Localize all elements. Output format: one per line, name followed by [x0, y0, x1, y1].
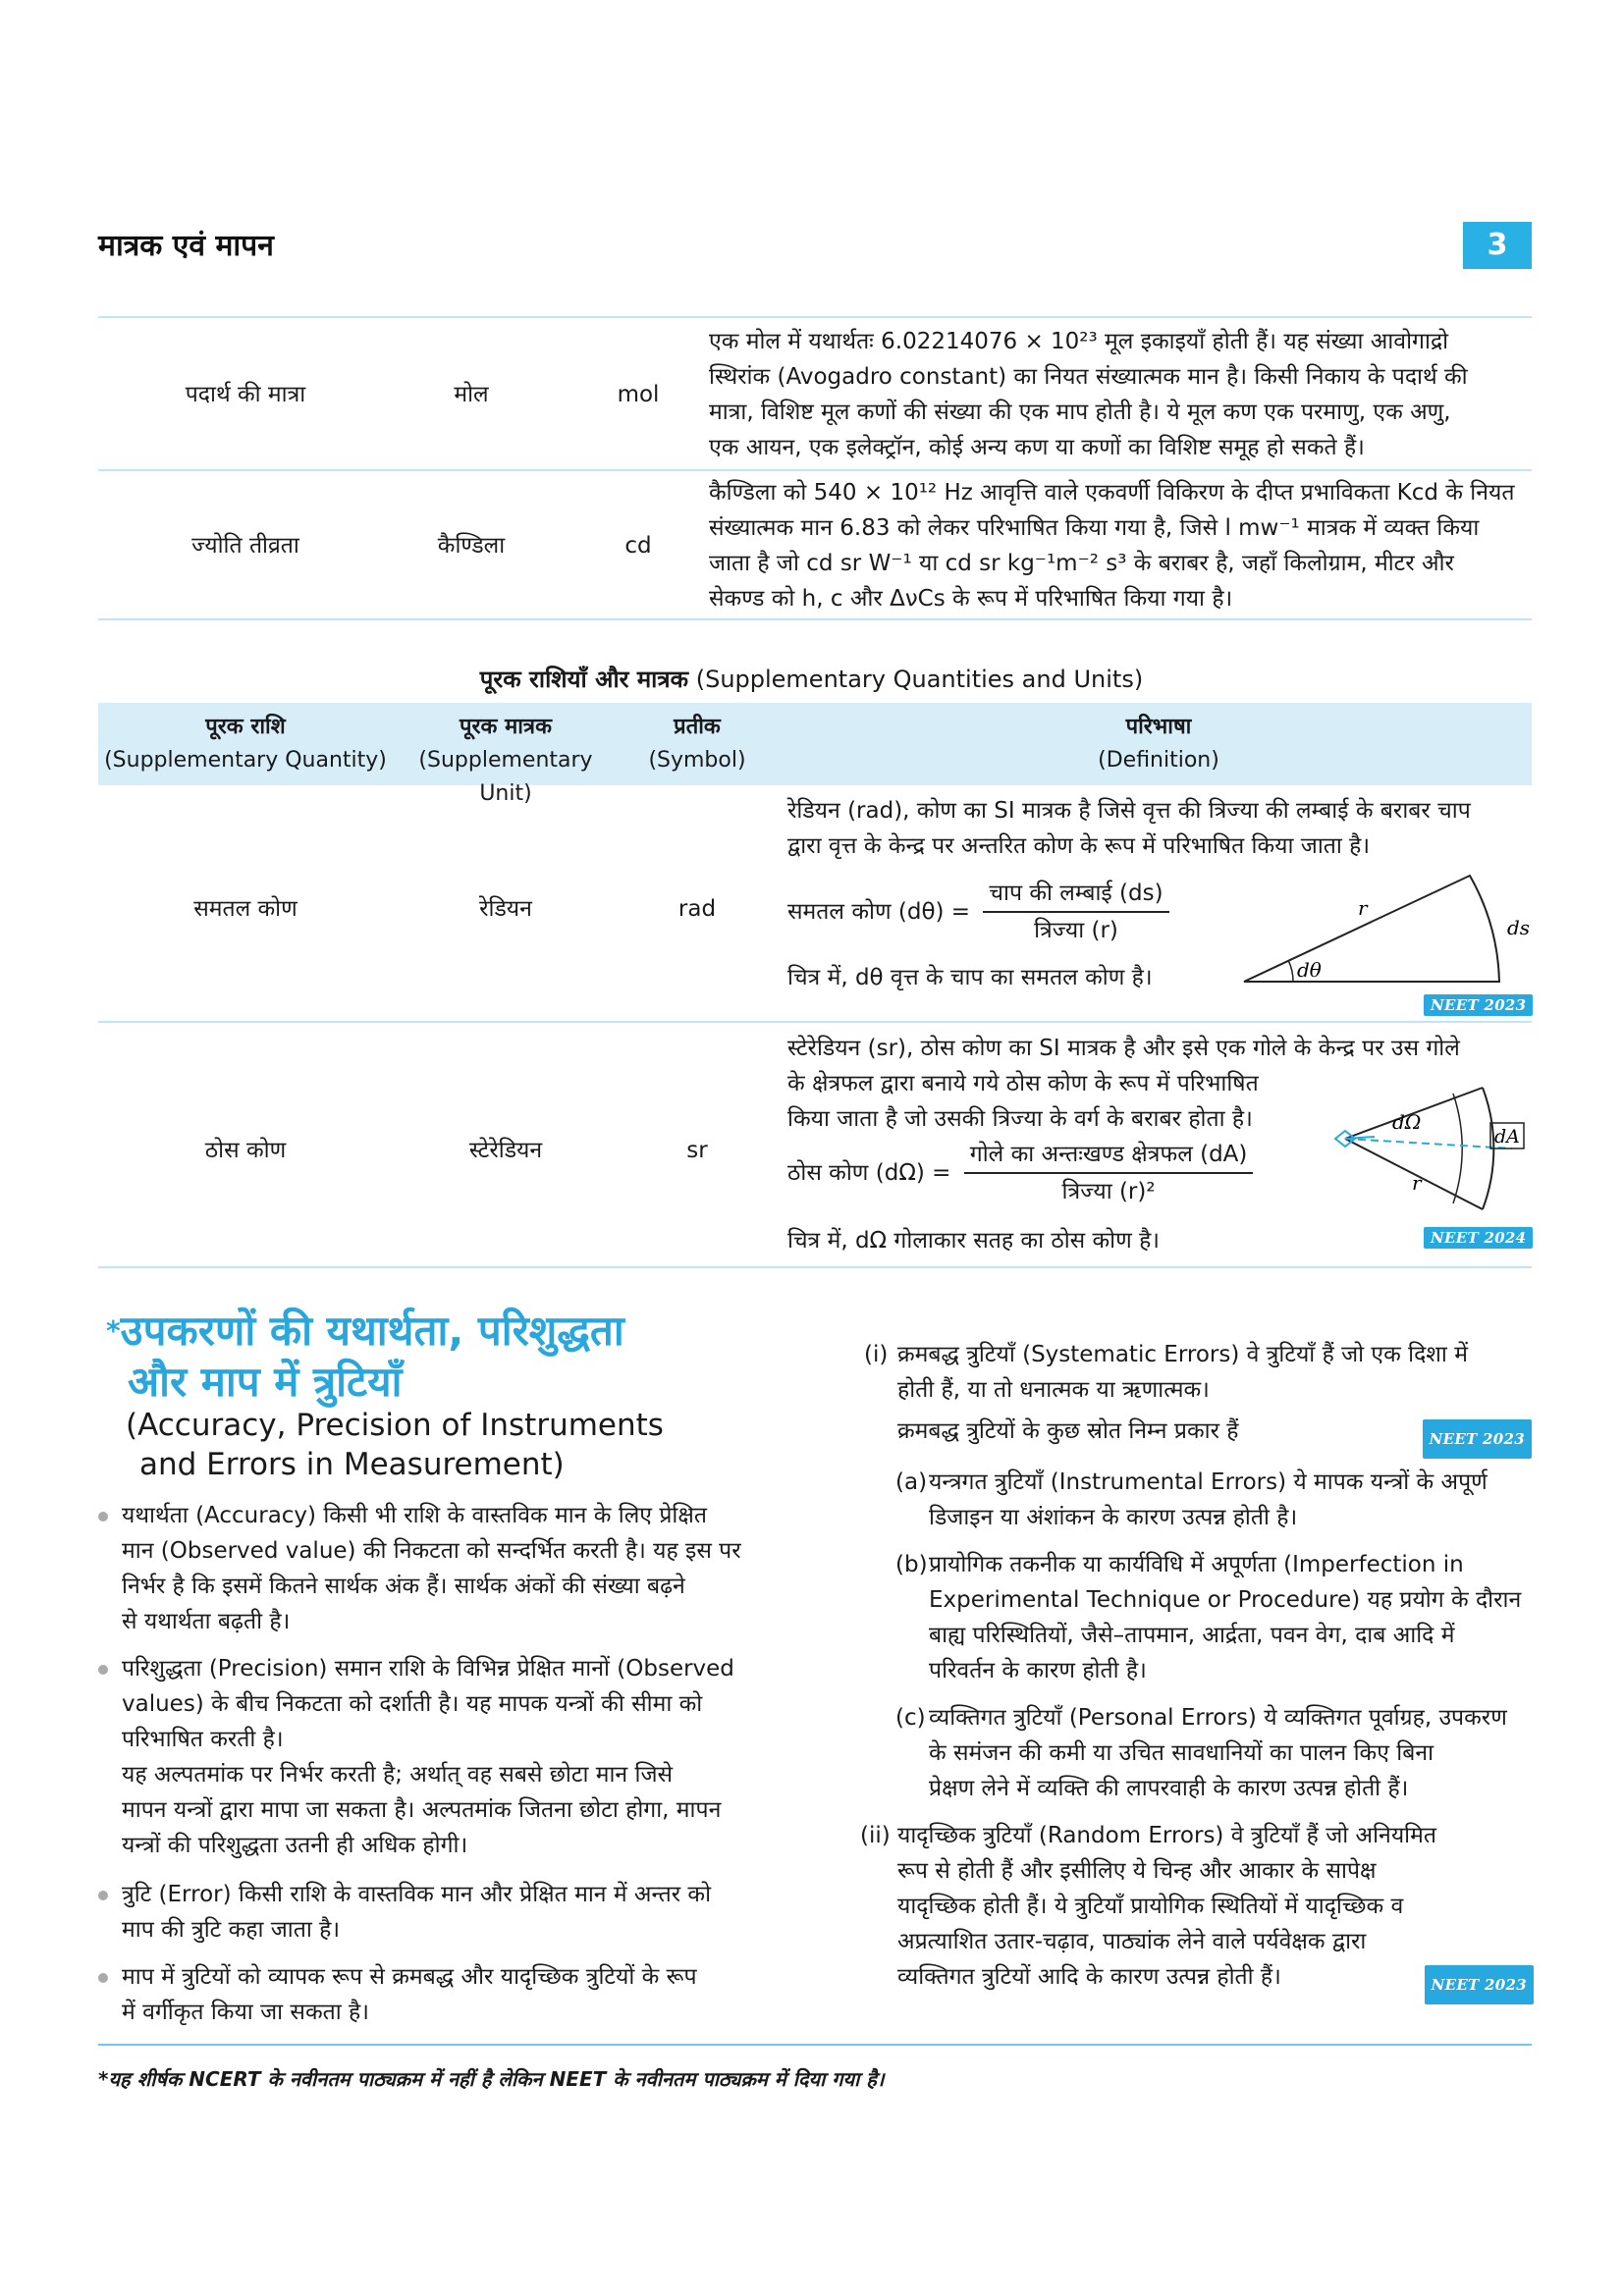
- plane-angle-figure: [1232, 864, 1542, 1001]
- item-line: यादृच्छिक त्रुटियाँ (Random Errors) वे त्रुटियाँ हैं जो अनियमित: [897, 1823, 1436, 1848]
- definition-line: एक आयन, एक इलेक्ट्रॉन, कोई अन्य कण या कणों का विशिष्ट समूह हो सकते हैं।: [709, 435, 1365, 460]
- definition-cell: [709, 475, 1534, 616]
- bullet-icon: [98, 1891, 108, 1900]
- bullet-line: परिशुद्धता (Precision) समान राशि के विभिन्न प्रेक्षित मानों (Observed: [122, 1656, 734, 1682]
- formula-numerator: गोले का अन्तःखण्ड क्षेत्रफल (dA): [964, 1137, 1254, 1174]
- definition-line: संख्यात्मक मान 6.83 को लेकर परिभाषित किया गया है, जिसे l mw⁻¹ मात्रक में व्यक्त किया: [709, 515, 1480, 541]
- bullet-line: values) के बीच निकटता को दर्शाती है। यह मापक यन्त्रों की सीमा को: [122, 1691, 703, 1717]
- arc-length-label: ds: [1507, 916, 1531, 939]
- item-instrumental-errors: [895, 1465, 1534, 1535]
- section-subtitle: [126, 1406, 664, 1484]
- symbol-cell: rad: [677, 896, 717, 922]
- page-number: 3: [1463, 222, 1532, 269]
- definition-line: स्थिरांक (Avogadro constant) का नियत संख्यात्मक मान है। किसी निकाय के पदार्थ की: [709, 364, 1468, 390]
- heading-line: और माप में त्रुटियाँ: [128, 1358, 403, 1406]
- item-marker: (i): [864, 1342, 889, 1367]
- definition-line: द्वारा वृत्त के केन्द्र पर अन्तरित कोण के रूप में परिभाषित किया जाता है।: [787, 833, 1371, 859]
- definition-line: सेकण्ड को h, c और ΔνCs के रूप में परिभाषित किया गया है।: [709, 586, 1233, 612]
- bullet-line: मान (Observed value) की निकटता को सन्दर्भित करती है। यह इस पर: [122, 1538, 741, 1564]
- footer-divider: [98, 2044, 1532, 2046]
- table-divider: [98, 618, 1532, 620]
- bullet-line: माप की त्रुटि कहा जाता है।: [122, 1917, 341, 1943]
- formula-denominator: त्रिज्या (r): [1034, 918, 1118, 943]
- item-marker: (c): [895, 1705, 926, 1731]
- header-en: (Symbol): [648, 748, 746, 773]
- bullet-line: मापन यन्त्रों द्वारा मापा जा सकता है। अल्पतमांक जितना छोटा होगा, मापन: [122, 1797, 722, 1823]
- header-unit: [393, 711, 619, 811]
- item-personal-errors: [895, 1700, 1534, 1806]
- header-symbol: [628, 711, 766, 777]
- bullet-line: यह अल्पतमांक पर निर्भर करती है; अर्थात् वह सबसे छोटा मान जिसे: [122, 1762, 674, 1788]
- header-hi: पूरक राशि: [205, 715, 286, 739]
- table-divider: [98, 469, 1532, 471]
- table-divider: [98, 1266, 1532, 1268]
- item-line: रूप से होती हैं और इसीलिए ये चिन्ह और आकार के सापेक्ष: [897, 1858, 1377, 1884]
- sources-row: [864, 1414, 1532, 1449]
- bullet-error: [98, 1877, 805, 1948]
- definition-line: के क्षेत्रफल द्वारा बनाये गये ठोस कोण के रूप में परिभाषित: [787, 1071, 1259, 1096]
- definition-line: किया जाता है जो उसकी त्रिज्या के वर्ग के बराबर होता है।: [787, 1106, 1253, 1132]
- bullet-icon: [98, 1665, 108, 1675]
- table-divider: [98, 316, 1532, 318]
- definition-line: एक मोल में यथार्थतः 6.02214076 × 10²³ मूल इकाइयाँ होती हैं। यह संख्या आवोगाद्रो: [709, 329, 1449, 354]
- neet-badge: NEET 2023: [1423, 1419, 1532, 1459]
- item-line: प्रायोगिक तकनीक या कार्यविधि में अपूर्णता (Imperfection in: [929, 1552, 1464, 1577]
- formula-lhs: समतल कोण (dθ) =: [787, 899, 971, 925]
- table-caption: [0, 663, 1623, 695]
- symbol-cell: cd: [624, 533, 652, 559]
- header-definition: [785, 711, 1532, 777]
- neet-badge: NEET 2023: [1425, 1965, 1534, 2004]
- bullet-line: निर्भर है कि इसमें कितने सार्थक अंक हैं। सार्थक अंकों की संख्या बढ़ने: [122, 1574, 685, 1599]
- definition-cell: [709, 324, 1534, 465]
- angle-label: dθ: [1297, 958, 1322, 982]
- item-line: प्रेक्षण लेने में व्यक्ति की लापरवाही के कारण उत्पन्न होती हैं।: [929, 1776, 1409, 1801]
- header-hi: पूरक मात्रक: [460, 715, 552, 739]
- formula-fraction: [983, 876, 1168, 948]
- bullet-line: परिभाषित करती है।: [122, 1727, 284, 1752]
- item-marker: (ii): [860, 1823, 891, 1848]
- header-en: (Supplementary Unit): [418, 748, 593, 806]
- formula-numerator: चाप की लम्बाई (ds): [983, 876, 1168, 913]
- unit-cell: रेडियन: [479, 896, 532, 922]
- area-label: dA: [1494, 1126, 1520, 1148]
- table-divider: [98, 1021, 1532, 1023]
- neet-badge: NEET 2024: [1424, 1227, 1533, 1249]
- unit-cell: स्टेरेडियन: [468, 1138, 543, 1163]
- subtitle-line: and Errors in Measurement): [139, 1447, 565, 1482]
- plane-angle-formula: [787, 876, 1169, 948]
- omega-label: dΩ: [1392, 1110, 1422, 1134]
- formula-denominator: त्रिज्या (r)²: [1061, 1179, 1156, 1204]
- item-line: अप्रत्याशित उतार-चढ़ाव, पाठ्यांक लेने वाले पर्यवेक्षक द्वारा: [897, 1929, 1367, 1954]
- quantity-cell: समतल कोण: [193, 896, 298, 922]
- radius-label: r: [1412, 1171, 1422, 1195]
- formula-fraction: [964, 1137, 1254, 1209]
- solid-angle-formula: [787, 1137, 1253, 1209]
- bullet-icon: [98, 1973, 108, 1983]
- formula-lhs: ठोस कोण (dΩ) =: [787, 1160, 951, 1186]
- heading-asterisk: *: [106, 1314, 121, 1347]
- bullet-line: त्रुटि (Error) किसी राशि के वास्तविक मान और प्रेक्षित मान में अन्तर को: [122, 1882, 712, 1907]
- subtitle-line: (Accuracy, Precision of Instruments: [126, 1408, 664, 1443]
- heading-line: उपकरणों की यथार्थता, परिशुद्धता: [120, 1307, 624, 1355]
- unit-cell: कैण्डिला: [437, 533, 506, 559]
- definition-line: स्टेरेडियन (sr), ठोस कोण का SI मात्रक है और इसे एक गोले के केन्द्र पर उस गोले: [787, 1036, 1460, 1061]
- item-line: Experimental Technique or Procedure) यह प्रयोग के दौरान: [929, 1587, 1522, 1613]
- solid-angle-figure: [1316, 1080, 1542, 1237]
- item-technique-imperfection: [895, 1547, 1534, 1688]
- item-line: डिजाइन या अंशांकन के कारण उत्पन्न होती है।: [929, 1505, 1298, 1530]
- header-quantity: [98, 711, 393, 777]
- item-line: यादृच्छिक होती हैं। ये त्रुटियाँ प्रायोगिक स्थितियों में यादृच्छिक व: [897, 1894, 1404, 1919]
- caption-english: (Supplementary Quantities and Units): [695, 666, 1144, 693]
- definition-line: जाता है जो cd sr W⁻¹ या cd sr kg⁻¹m⁻² s³ के बराबर है, जहाँ किलोग्राम, मीटर और: [709, 551, 1454, 576]
- chapter-title: मात्रक एवं मापन: [98, 229, 274, 263]
- item-random-errors: [860, 1818, 1534, 2004]
- sector-shape: [1244, 876, 1499, 982]
- item-line: होती हैं, या तो धनात्मक या ऋणात्मक।: [897, 1377, 1210, 1403]
- item-systematic-errors: [864, 1337, 1532, 1459]
- bullet-line: माप में त्रुटियों को व्यापक रूप से क्रमबद्ध और यादृच्छिक त्रुटियों के रूप: [122, 1964, 697, 1990]
- radius-label: r: [1358, 896, 1368, 920]
- caption-hindi: पूरक राशियाँ और मात्रक: [479, 666, 689, 693]
- symbol-cell: mol: [617, 382, 660, 407]
- section-heading: [106, 1306, 624, 1408]
- header-en: (Definition): [1098, 748, 1219, 773]
- unit-cell: मोल: [454, 382, 489, 407]
- definition-line: मात्रा, विशिष्ट मूल कणों की संख्या की एक माप होती है। ये मूल कण एक परमाणु, एक अणु,: [709, 400, 1451, 425]
- symbol-cell: sr: [686, 1138, 708, 1163]
- sources-line: क्रमबद्ध त्रुटियों के कुछ स्रोत निम्न प्रकार हैं: [897, 1418, 1239, 1444]
- item-line: बाह्य परिस्थितियों, जैसे–तापमान, आर्द्रता, पवन वेग, दाब आदि में: [929, 1623, 1455, 1648]
- item-line: के समंजन की कमी या उचित सावधानियों का पालन किए बिना: [929, 1740, 1434, 1766]
- bullet-line: यथार्थता (Accuracy) किसी भी राशि के वास्तविक मान के लिए प्रेक्षित: [122, 1503, 707, 1528]
- item-marker: (a): [895, 1469, 928, 1495]
- quantity-cell: ज्योति तीव्रता: [191, 533, 299, 559]
- bullet-classification: [98, 1959, 805, 2030]
- definition-line: रेडियन (rad), कोण का SI मात्रक है जिसे वृत्त की त्रिज्या की लम्बाई के बराबर चाप: [787, 798, 1471, 824]
- bullet-accuracy: [98, 1498, 805, 1639]
- quantity-cell: पदार्थ की मात्रा: [185, 382, 306, 407]
- bullet-line: से यथार्थता बढ़ती है।: [122, 1609, 291, 1634]
- inner-arc: [1453, 1094, 1462, 1203]
- item-marker: (b): [895, 1552, 928, 1577]
- bullet-icon: [98, 1512, 108, 1522]
- angle-arc: [1288, 960, 1293, 982]
- item-line: यन्त्रगत त्रुटियाँ (Instrumental Errors) ये मापक यन्त्रों के अपूर्ण: [929, 1469, 1488, 1495]
- bullet-precision: [98, 1651, 805, 1863]
- definition-cell: [787, 793, 1534, 864]
- solid-angle-note: चित्र में, dΩ गोलाकार सतह का ठोस कोण है।: [787, 1228, 1161, 1254]
- footnote: *यह शीर्षक NCERT के नवीनतम पाठ्यक्रम में नहीं है लेकिन NEET के नवीनतम पाठ्यक्रम में दिया गया है।: [98, 2067, 885, 2091]
- bullet-line: यन्त्रों की परिशुद्धता उतनी ही अधिक होगी।: [122, 1833, 468, 1858]
- bullet-line: में वर्गीकृत किया जा सकता है।: [122, 2000, 369, 2025]
- item-line: व्यक्तिगत त्रुटियाँ (Personal Errors) ये व्यक्तिगत पूर्वाग्रह, उपकरण: [929, 1705, 1507, 1731]
- item-line: क्रमबद्ध त्रुटियाँ (Systematic Errors) वे त्रुटियाँ हैं जो एक दिशा में: [897, 1342, 1468, 1367]
- quantity-cell: ठोस कोण: [204, 1138, 287, 1163]
- header-hi: प्रतीक: [674, 715, 721, 739]
- definition-line: कैण्डिला को 540 × 10¹² Hz आवृत्ति वाले एकवर्णी विकिरण के दीप्त प्रभाविकता Kcd के नियत: [709, 480, 1515, 506]
- item-line: परिवर्तन के कारण होती है।: [929, 1658, 1147, 1683]
- header-hi: परिभाषा: [1125, 715, 1192, 739]
- item-last-row: [860, 1959, 1534, 1995]
- header-en: (Supplementary Quantity): [104, 748, 387, 773]
- item-line: व्यक्तिगत त्रुटियों आदि के कारण उत्पन्न होती हैं।: [897, 1964, 1281, 1990]
- plane-angle-note: चित्र में, dθ वृत्त के चाप का समतल कोण है।: [787, 965, 1153, 990]
- neet-badge: NEET 2023: [1424, 994, 1533, 1016]
- axis-line: [1345, 1139, 1512, 1148]
